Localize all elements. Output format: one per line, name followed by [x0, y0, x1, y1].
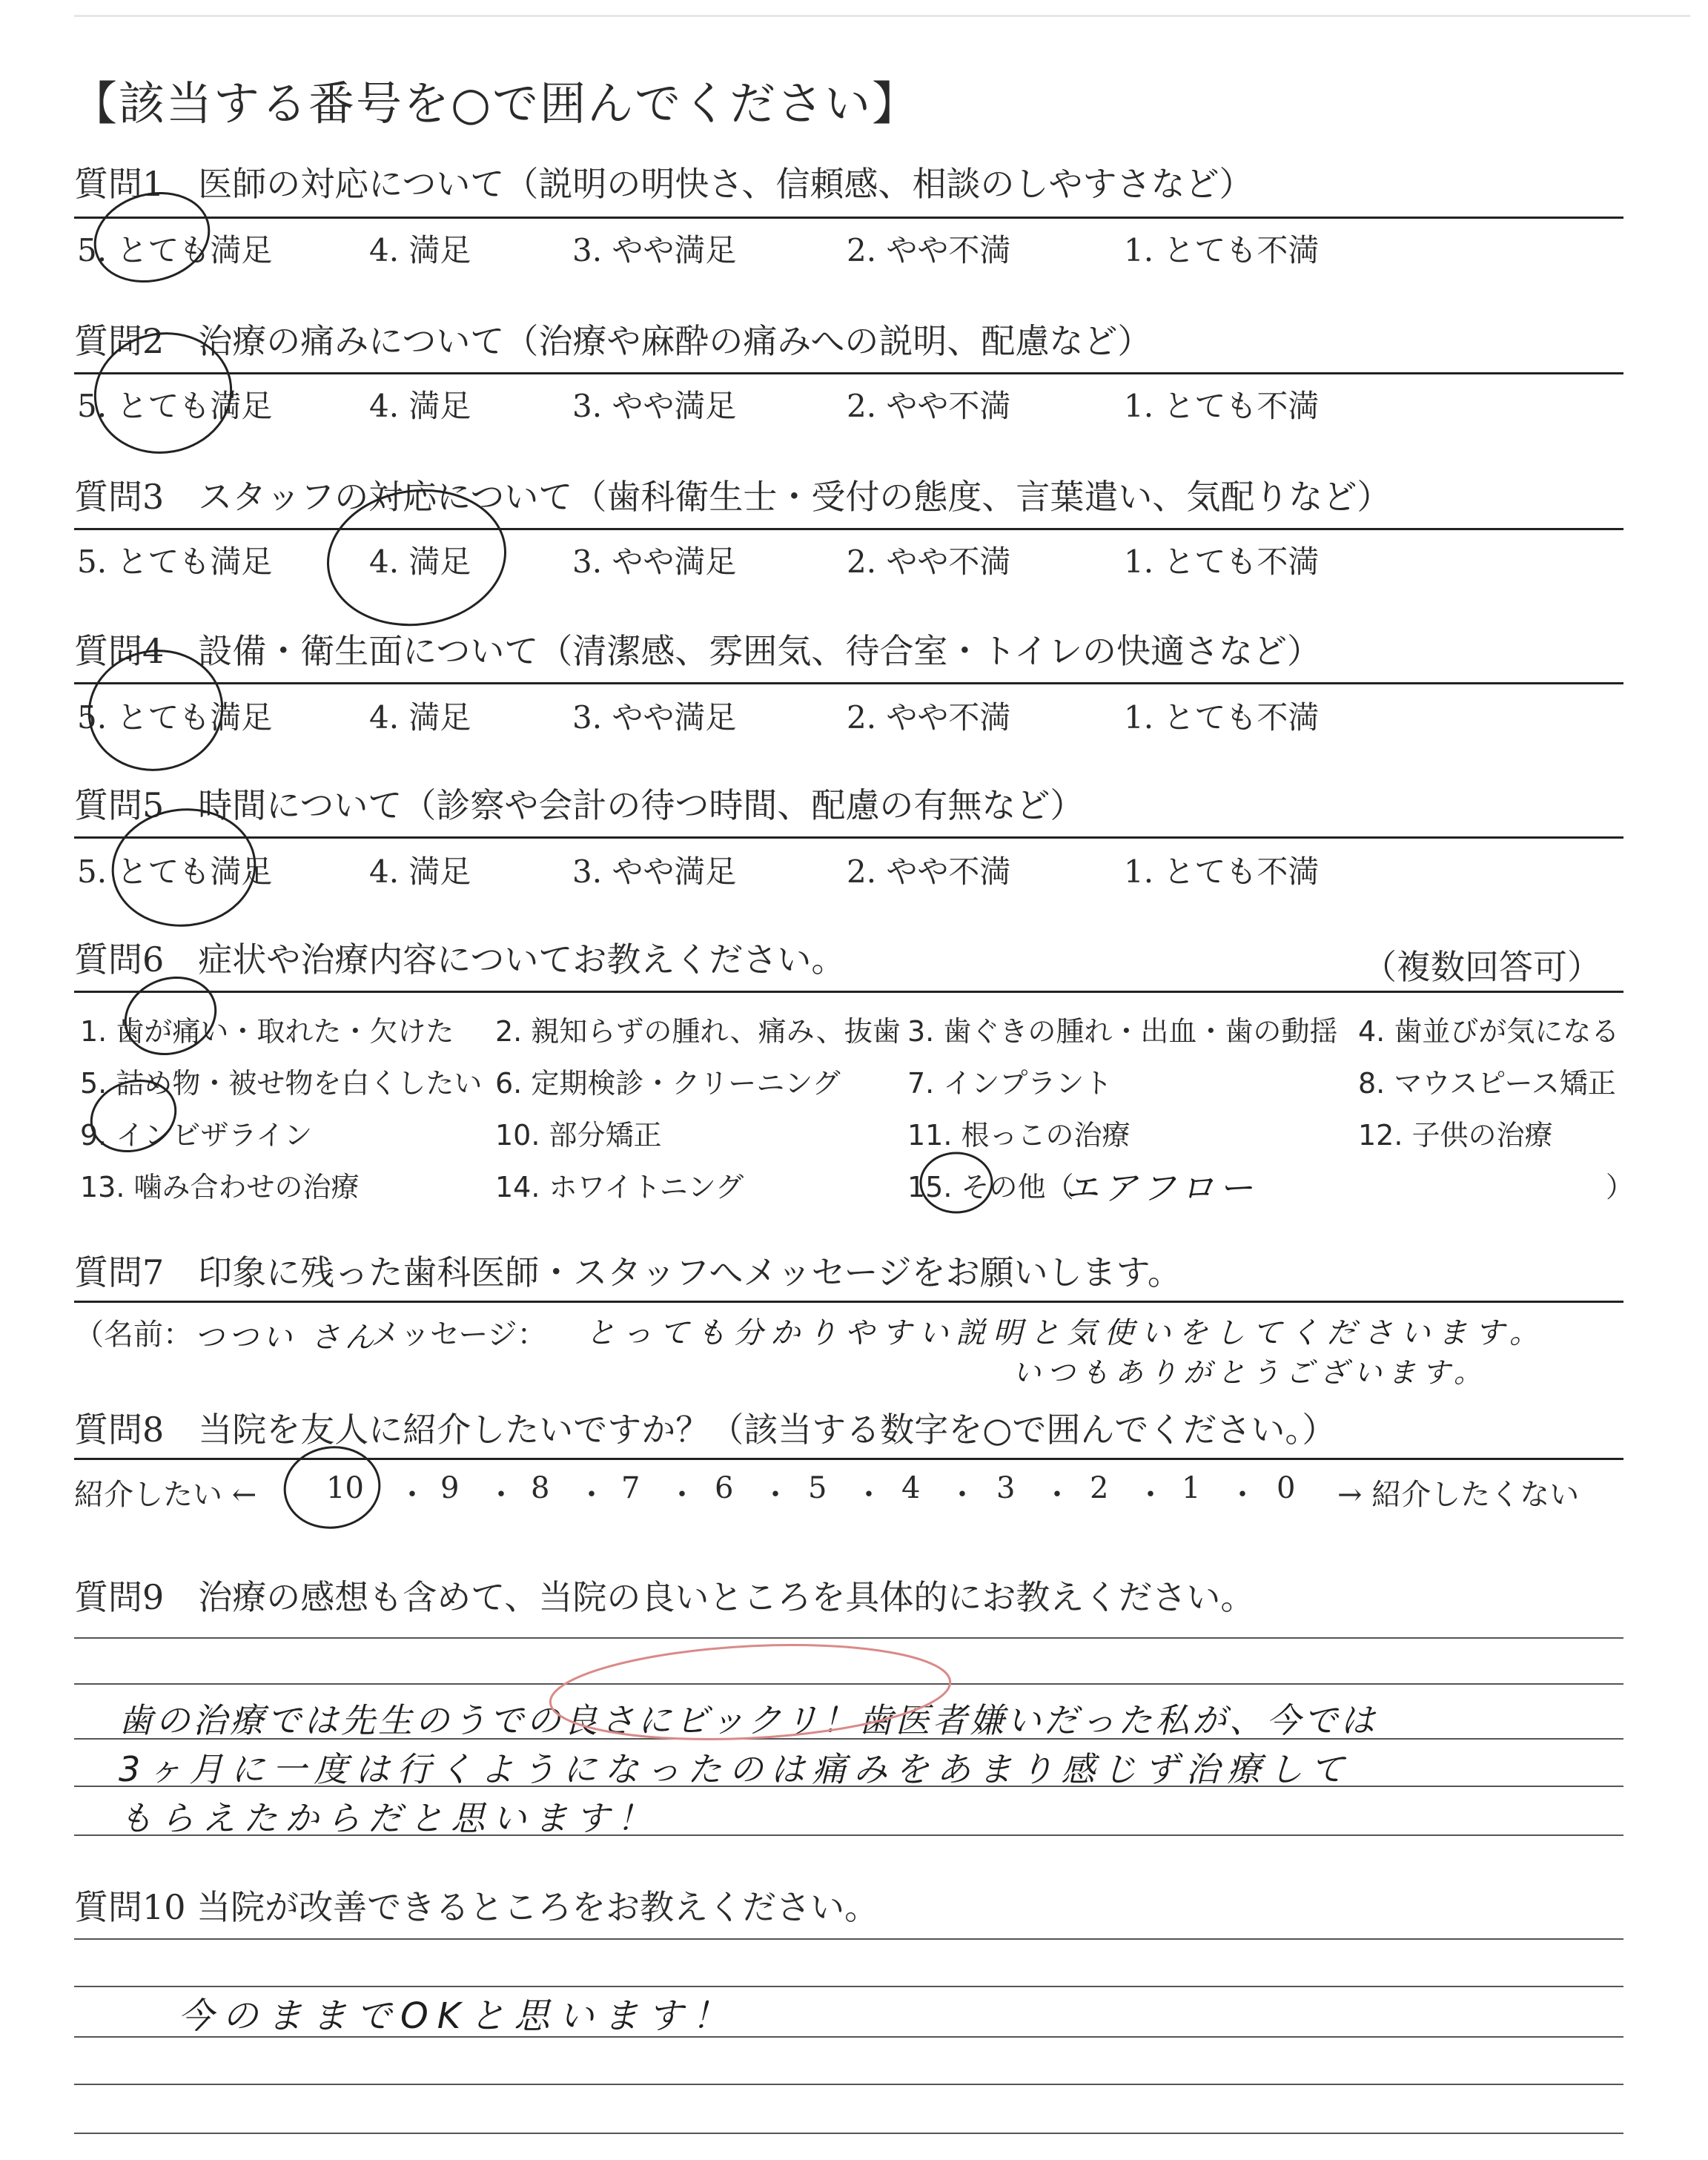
q1-option-5[interactable]: 5. とても満足: [77, 232, 273, 268]
q8-score-3[interactable]: 3: [996, 1471, 1016, 1505]
question-2-rule: [74, 372, 1623, 374]
q4-option-1[interactable]: 1. とても不満: [1124, 699, 1320, 736]
q8-score-9[interactable]: 9: [440, 1471, 460, 1505]
q6-other-text: エアフロー: [1065, 1168, 1257, 1208]
question-6-note: （複数回答可）: [1363, 947, 1601, 987]
q6-item-15-close: ）: [1606, 1171, 1635, 1203]
question-3-rule: [74, 528, 1623, 530]
q8-score-4[interactable]: 4: [901, 1471, 921, 1505]
q2-option-5[interactable]: 5. とても満足: [77, 388, 273, 424]
q8-left-label: 紹介したい ←: [74, 1478, 257, 1512]
q3-option-2[interactable]: 2. やや不満: [847, 544, 1011, 580]
q6-item-15[interactable]: 15. その他（: [907, 1171, 1074, 1203]
q4-option-4[interactable]: 4. 満足: [369, 699, 471, 736]
q2-option-1[interactable]: 1. とても不満: [1124, 388, 1320, 424]
q8-score-8[interactable]: 8: [531, 1471, 550, 1505]
question-7-title: 質問7 印象に残った歯科医師・スタッフへメッセージをお願いします。: [74, 1252, 1182, 1292]
q6-item-9[interactable]: 9. インビザライン: [80, 1119, 313, 1152]
q3-option-5[interactable]: 5. とても満足: [77, 544, 273, 580]
q9-line-1: [74, 1683, 1623, 1685]
q2-option-3[interactable]: 3. やや満足: [572, 388, 737, 424]
question-2-title: 質問2 治療の痛みについて（治療や麻酔の痛みへの説明、配慮など）: [74, 321, 1152, 361]
question-5-title: 質問5 時間について（診察や会計の待つ時間、配慮の有無など）: [74, 785, 1085, 825]
q2-option-4[interactable]: 4. 満足: [369, 388, 471, 424]
q6-item-7[interactable]: 7. インプラント: [907, 1067, 1113, 1100]
q4-option-3[interactable]: 3. やや満足: [572, 699, 737, 736]
q6-item-5[interactable]: 5. 詰め物・被せ物を白くしたい: [80, 1067, 483, 1100]
q6-item-10[interactable]: 10. 部分矯正: [495, 1119, 662, 1152]
question-1-title: 質問1 医師の対応について（説明の明快さ、信頼感、相談のしやすさなど）: [74, 164, 1254, 204]
question-4: [74, 630, 1623, 672]
q1-option-3[interactable]: 3. やや満足: [572, 232, 737, 268]
q9-line-0: [74, 1637, 1623, 1639]
question-1-rule: [74, 217, 1623, 219]
q10-answer: 今のままでOKと思います！: [178, 1995, 737, 2037]
question-5: [74, 785, 1623, 826]
q8-right-label: → 紹介したくない: [1337, 1478, 1580, 1512]
q6-item-4[interactable]: 4. 歯並びが気になる: [1358, 1015, 1620, 1048]
q6-item-6[interactable]: 6. 定期検診・クリーニング: [495, 1067, 841, 1100]
q3-option-1[interactable]: 1. とても不満: [1124, 544, 1320, 580]
question-8: [74, 1409, 1623, 1450]
top-border: [74, 15, 1690, 17]
q8-score-0[interactable]: 0: [1277, 1471, 1296, 1505]
q1-option-4[interactable]: 4. 満足: [369, 232, 471, 268]
question-5-rule: [74, 836, 1623, 839]
q3-option-4[interactable]: 4. 満足: [369, 544, 471, 580]
q8-score-1[interactable]: 1: [1182, 1471, 1201, 1505]
q1-option-2[interactable]: 2. やや不満: [847, 232, 1011, 268]
question-3-title: 質問3 スタッフの対応について（歯科衛生士・受付の態度、言葉遣い、気配りなど）: [74, 477, 1391, 517]
question-10-title: 質問10 当院が改善できるところをお教えください。: [74, 1887, 879, 1927]
question-4-title: 質問4 設備・衛生面について（清潔感、雰囲気、待合室・トイレの快適さなど）: [74, 631, 1322, 671]
q3-option-3[interactable]: 3. やや満足: [572, 544, 737, 580]
q8-score-6[interactable]: 6: [715, 1471, 734, 1505]
q10-line-3: [74, 2084, 1623, 2085]
q4-option-5[interactable]: 5. とても満足: [77, 699, 273, 736]
q2-option-2[interactable]: 2. やや不満: [847, 388, 1011, 424]
q6-item-1[interactable]: 1. 歯が痛い・取れた・欠けた: [80, 1015, 454, 1048]
q6-item-8[interactable]: 8. マウスピース矯正: [1358, 1067, 1616, 1100]
q6-item-12[interactable]: 12. 子供の治療: [1358, 1119, 1553, 1152]
q6-item-11[interactable]: 11. 根っこの治療: [907, 1119, 1131, 1152]
q8-score-7[interactable]: 7: [621, 1471, 640, 1505]
q9-answer-line1: 歯の治療では先生のうでの良さにビックリ！歯医者嫌いだった私が、今では: [119, 1700, 1378, 1740]
question-10: [74, 1886, 1623, 1928]
question-8-rule: [74, 1458, 1623, 1460]
q9-answer-line2: 3ヶ月に一度は行くようになったのは痛みをあまり感じず治療して: [119, 1749, 1352, 1789]
q5-option-1[interactable]: 1. とても不満: [1124, 853, 1320, 890]
q7-message-label: メッセージ：: [371, 1318, 547, 1352]
q6-item-2[interactable]: 2. 親知らずの腫れ、痛み、抜歯: [495, 1015, 901, 1048]
q7-message-line1: とっても分かりやすい説明と気使いをしてくださいます。: [586, 1316, 1546, 1350]
question-9-title: 質問9 治療の感想も含めて、当院の良いところを具体的にお教えください。: [74, 1577, 1255, 1617]
q6-item-13[interactable]: 13. 噛み合わせの治療: [80, 1171, 360, 1203]
q6-item-3[interactable]: 3. 歯ぐきの腫れ・出血・歯の動揺: [907, 1015, 1338, 1048]
q8-score-5[interactable]: 5: [808, 1471, 827, 1505]
q7-name-label: （名前：: [74, 1318, 193, 1352]
q1-option-1[interactable]: 1. とても不満: [1124, 232, 1320, 268]
q5-option-4[interactable]: 4. 満足: [369, 853, 471, 890]
q6-item-14[interactable]: 14. ホワイトニング: [495, 1171, 744, 1203]
question-8-title: 質問8 当院を友人に紹介したいですか？（該当する数字を○で囲んでください。）: [74, 1410, 1337, 1450]
q9-answer-line3: もらえたからだと思います！: [119, 1798, 658, 1838]
q10-line-0: [74, 1938, 1623, 1940]
q5-option-5[interactable]: 5. とても満足: [77, 853, 273, 890]
q8-score-10[interactable]: 10: [326, 1471, 364, 1505]
question-3: [74, 476, 1623, 518]
question-7: [74, 1252, 1623, 1293]
question-1: [74, 163, 1623, 205]
question-7-rule: [74, 1301, 1623, 1303]
q8-score-2[interactable]: 2: [1090, 1471, 1109, 1505]
question-6-rule: [74, 991, 1623, 993]
q4-option-2[interactable]: 2. やや不満: [847, 699, 1011, 736]
question-4-rule: [74, 682, 1623, 684]
q7-message-line2: いつもありがとうございます。: [1013, 1356, 1488, 1389]
question-6-title: 質問6 症状や治療内容についてお教えください。: [74, 939, 846, 980]
question-2: [74, 320, 1623, 362]
q5-option-3[interactable]: 3. やや満足: [572, 853, 737, 890]
q5-option-2[interactable]: 2. やや不満: [847, 853, 1011, 890]
q7-name-value: つつい さん: [194, 1321, 379, 1355]
form-heading: 【該当する番号を○で囲んでください】: [71, 76, 920, 131]
q10-line-4: [74, 2133, 1623, 2134]
question-9: [74, 1576, 1623, 1618]
